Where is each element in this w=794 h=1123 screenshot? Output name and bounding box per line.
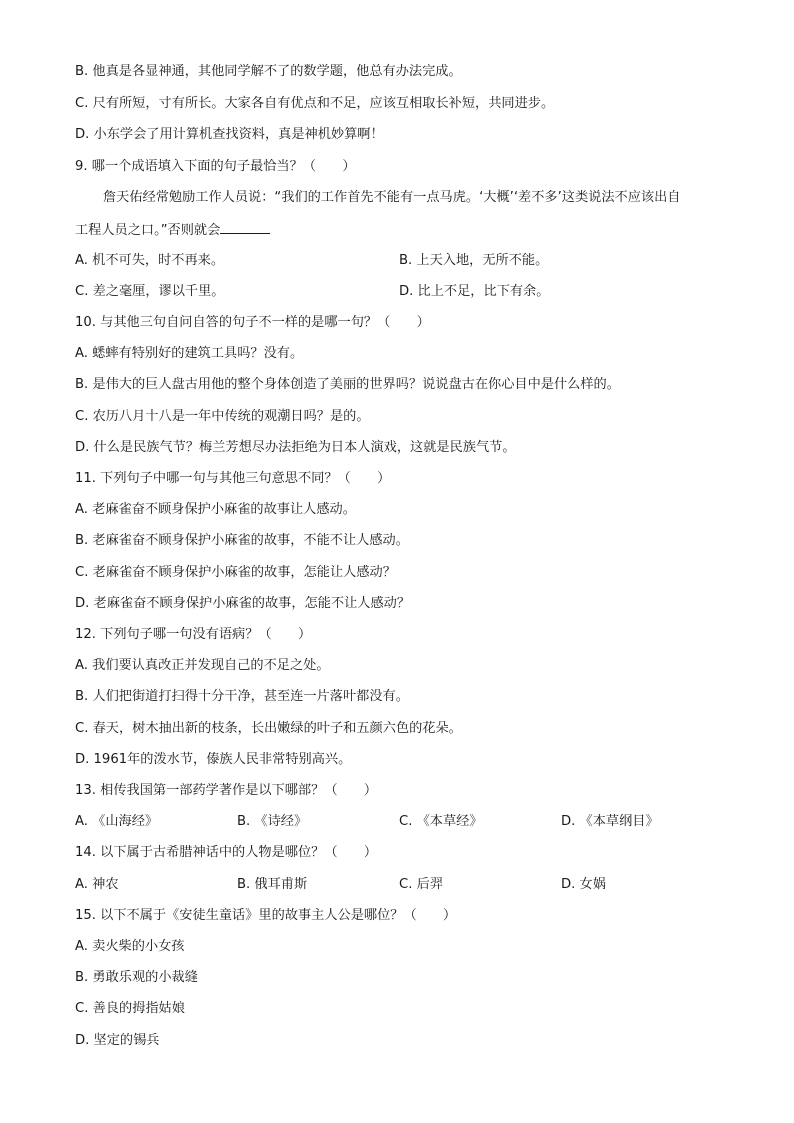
option-d: D. 女娲 (561, 877, 606, 892)
option-b: B. 人们把街道打扫得十分干净，甚至连一片落叶都没有。 (75, 689, 409, 704)
option-d: D. 1961年的泼水节，傣族人民非常特别高兴。 (75, 752, 352, 767)
question-12-stem: 12. 下列句子哪一句没有语病？（ ） (75, 627, 312, 642)
option-d: D. 坚定的锡兵 (75, 1033, 160, 1048)
question-9-passage (75, 220, 270, 240)
option-a: A. 蟋蟀有特别好的建筑工具吗？没有。 (75, 346, 304, 361)
option-b: B. 老麻雀奋不顾身保护小麻雀的故事，不能不让人感动。 (75, 533, 409, 548)
option-c: C. 善良的拇指姑娘 (75, 1001, 185, 1016)
option-c: C. 《本草经》 (399, 814, 483, 829)
option-line: C. 尺有所短，寸有所长。大家各自有优点和不足，应该互相取长补短，共同进步。 (75, 96, 555, 111)
option-b: B. 勇敢乐观的小裁缝 (75, 970, 198, 985)
option-line: B. 他真是各显神通，其他同学解不了的数学题，他总有办法完成。 (75, 64, 462, 79)
option-a: A. 机不可失，时不再来。 (75, 253, 225, 268)
option-line: D. 小东学会了用计算机查找资料，真是神机妙算啊！ (75, 127, 384, 142)
answer-blank (220, 220, 270, 234)
question-13-stem: 13. 相传我国第一部药学著作是以下哪部？（ ） (75, 783, 378, 798)
option-d: D. 《本草纲目》 (561, 814, 659, 829)
option-a: A. 《山海经》 (75, 814, 159, 829)
question-9-passage: 詹天佑经常勉励工作人员说：“我们的工作首先不能有一点马虎。‘大概’‘差不多’这类说法不应该出自 (103, 190, 681, 205)
option-b: B. 是伟大的巨人盘古用他的整个身体创造了美丽的世界吗？说说盘古在你心目中是什么样的。 (75, 377, 620, 392)
passage-text: 工程人员之口。”否则就会 (75, 223, 221, 238)
option-a: A. 卖火柴的小女孩 (75, 939, 185, 954)
option-b: B. 俄耳甫斯 (237, 877, 308, 892)
option-c: C. 差之毫厘，谬以千里。 (75, 284, 225, 299)
option-d: D. 什么是民族气节？梅兰芳想尽办法拒绝为日本人演戏，这就是民族气节。 (75, 440, 516, 455)
option-d: D. 比上不足，比下有余。 (399, 284, 550, 299)
option-a: A. 老麻雀奋不顾身保护小麻雀的故事让人感动。 (75, 502, 356, 517)
option-a: A. 我们要认真改正并发现自己的不足之处。 (75, 658, 330, 673)
question-11-stem: 11. 下列句子中哪一句与其他三句意思不同？（ ） (75, 471, 391, 486)
question-14-stem: 14. 以下属于古希腊神话中的人物是哪位？（ ） (75, 845, 378, 860)
option-c: C. 农历八月十八是一年中传统的观潮日吗？是的。 (75, 409, 370, 424)
option-a: A. 神农 (75, 877, 119, 892)
question-10-stem: 10. 与其他三句自问自答的句子不一样的是哪一句？（ ） (75, 315, 430, 330)
question-9-stem: 9. 哪一个成语填入下面的句子最恰当？（ ） (75, 159, 356, 174)
option-d: D. 老麻雀奋不顾身保护小麻雀的故事，怎能不让人感动？ (75, 596, 411, 611)
option-c: C. 老麻雀奋不顾身保护小麻雀的故事，怎能让人感动？ (75, 565, 396, 580)
question-15-stem: 15. 以下不属于《安徒生童话》里的故事主人公是哪位？（ ） (75, 908, 457, 923)
option-b: B. 《诗经》 (237, 814, 308, 829)
option-c: C. 后羿 (399, 877, 443, 892)
option-b: B. 上天入地，无所不能。 (399, 253, 549, 268)
option-c: C. 春天，树木抽出新的枝条，长出嫩绿的叶子和五颜六色的花朵。 (75, 721, 462, 736)
